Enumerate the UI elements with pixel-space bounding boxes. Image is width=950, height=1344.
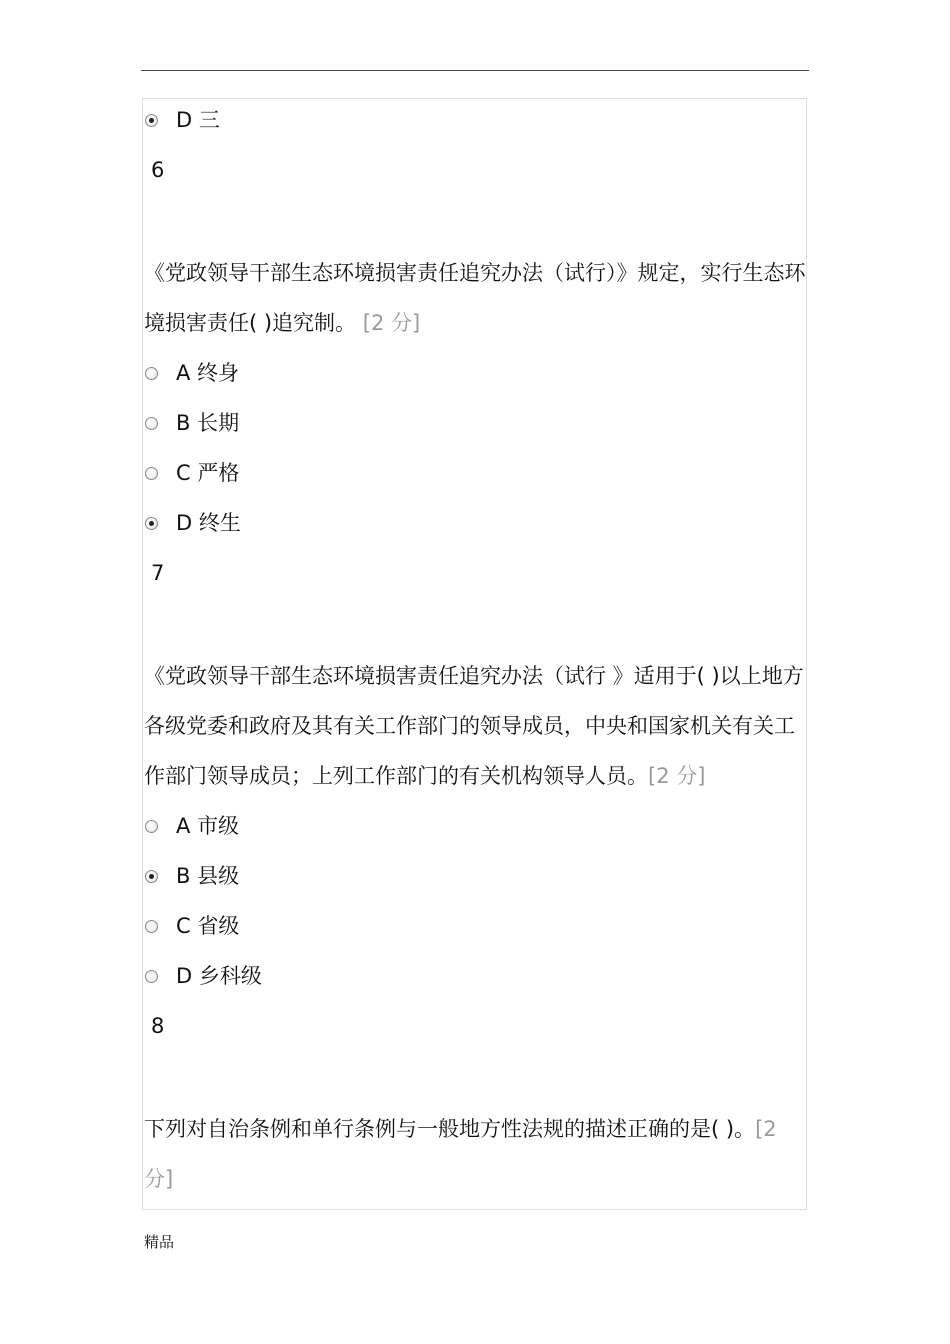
question-text: 《党政领导干部生态环境损害责任追究办法（试行 》适用于( )以上地方各级党委和政府及其有关工作部门的领导成员，中央和国家机关有关工作部门领导成员；上列工作部门的有关机构领导人员。 [144, 664, 804, 788]
option-letter: C [176, 461, 191, 485]
option-text: 严格 [197, 461, 240, 485]
option-letter: B [176, 864, 191, 888]
footer-label: 精品 [144, 1233, 175, 1251]
option-text: 三 [198, 108, 220, 132]
option-text: 县级 [197, 864, 240, 888]
option-letter: A [176, 361, 191, 385]
question-score: [2 分] [362, 311, 421, 335]
radio-icon[interactable] [145, 970, 158, 983]
q7-option-c[interactable] [144, 901, 810, 951]
option-text: 乡科级 [198, 964, 262, 988]
question-score: [2 分] [648, 764, 706, 788]
question-number: 7 [151, 561, 165, 585]
option-text: 市级 [197, 814, 240, 838]
question-stem [144, 1104, 808, 1204]
q6-option-b[interactable] [144, 398, 810, 448]
q7-option-a[interactable] [144, 801, 810, 851]
option-letter: C [176, 914, 191, 938]
question-stem [144, 248, 808, 348]
option-letter: D [176, 108, 193, 132]
radio-icon[interactable] [145, 920, 158, 933]
q5-option-d[interactable] [144, 95, 810, 145]
q6-option-a[interactable] [144, 348, 810, 398]
radio-checked-icon[interactable] [145, 114, 158, 127]
q6-option-d[interactable] [144, 498, 810, 548]
option-letter: B [176, 411, 191, 435]
q7-option-b[interactable] [144, 851, 810, 901]
radio-checked-icon[interactable] [145, 517, 158, 530]
radio-checked-icon[interactable] [145, 870, 158, 883]
question-number: 6 [151, 158, 165, 182]
radio-icon[interactable] [145, 467, 158, 480]
option-text: 省级 [197, 914, 240, 938]
option-letter: D [176, 964, 193, 988]
q7-option-d[interactable] [144, 951, 810, 1001]
q6-option-c[interactable] [144, 448, 810, 498]
radio-icon[interactable] [145, 367, 158, 380]
top-rule [141, 70, 809, 71]
option-text: 终身 [197, 361, 240, 385]
option-text: 长期 [197, 411, 240, 435]
radio-icon[interactable] [145, 820, 158, 833]
option-text: 终生 [198, 511, 241, 535]
question-stem [144, 651, 808, 801]
question-number: 8 [151, 1014, 165, 1038]
radio-icon[interactable] [145, 417, 158, 430]
option-letter: D [176, 511, 193, 535]
option-letter: A [176, 814, 191, 838]
question-score: [2 分] [144, 1117, 777, 1191]
question-text: 下列对自治条例和单行条例与一般地方性法规的描述正确的是( )。 [144, 1117, 756, 1141]
question-text: 《党政领导干部生态环境损害责任追究办法（试行）》规定，实行生态环境损害责任( )追究制。 [144, 261, 806, 335]
